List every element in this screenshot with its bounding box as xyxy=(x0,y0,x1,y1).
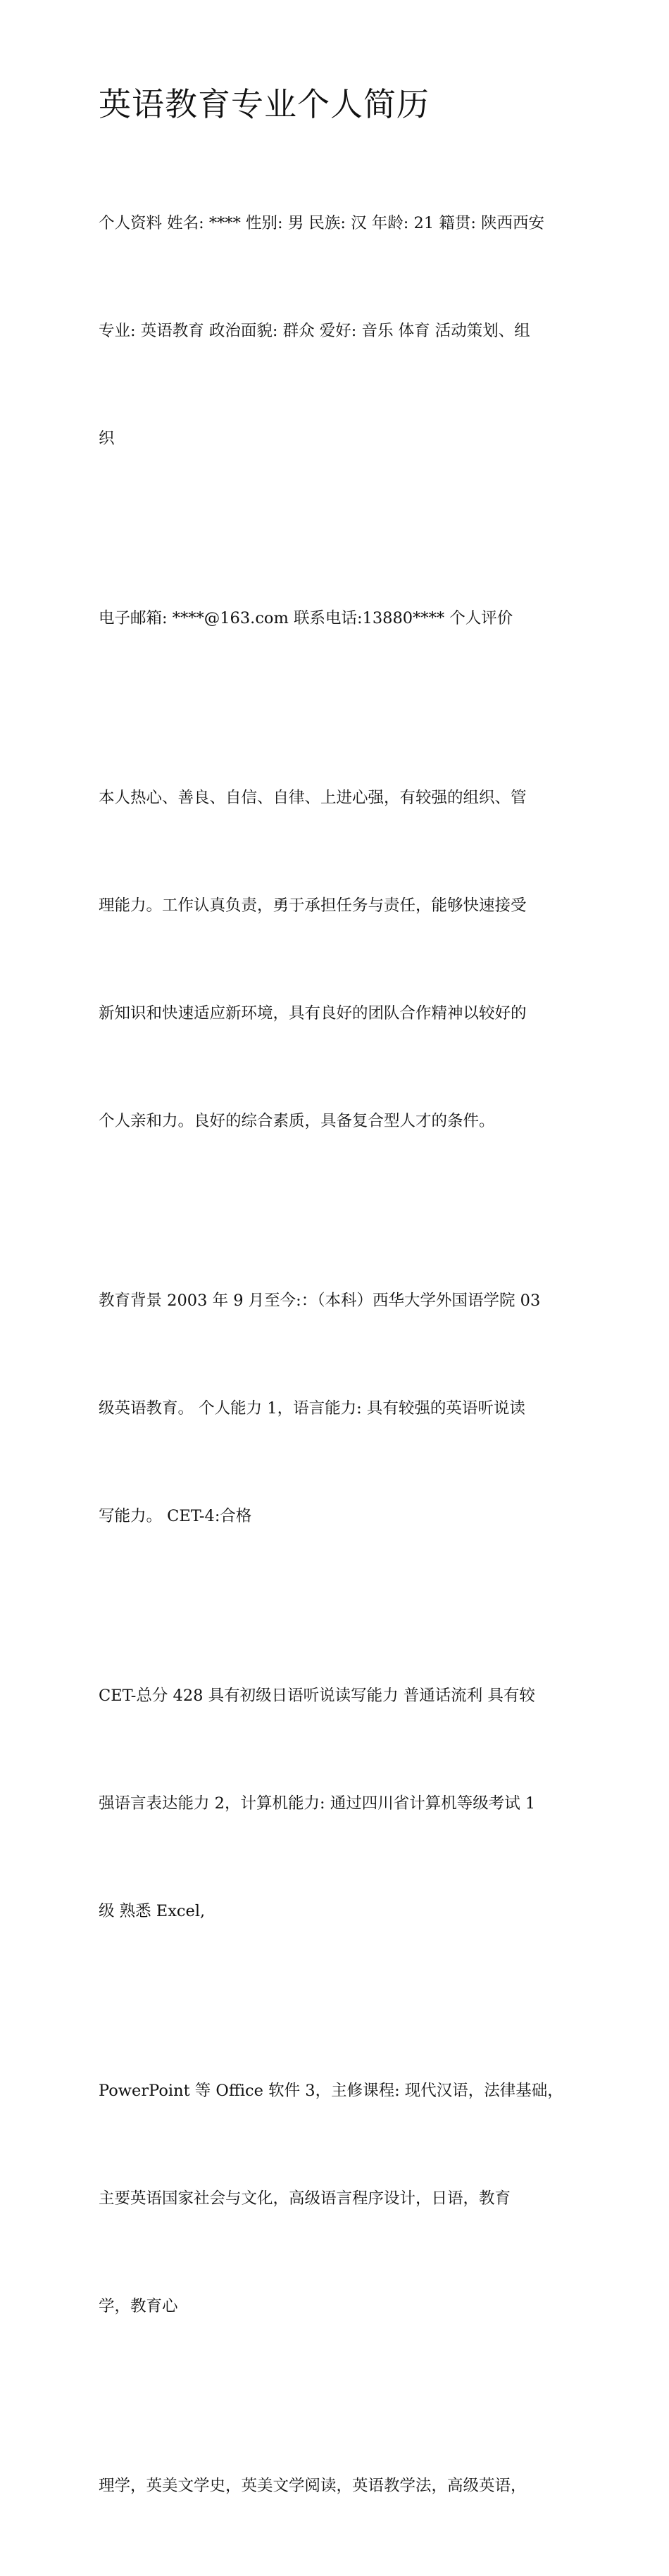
resume-content xyxy=(99,79,577,2576)
text-line: 本人热心、善良、自信、自律、上进心强，有较强的组织、管 xyxy=(99,789,527,807)
paragraph-contact xyxy=(99,529,577,708)
paragraph-self-evaluation xyxy=(99,708,577,1211)
text-line: 个人资料 姓名: **** 性别: 男 民族: 汉 年龄: 21 籍贯: 陕西西安 xyxy=(99,214,545,232)
paragraph-courses xyxy=(99,2001,577,2396)
paragraph-personal-info xyxy=(99,134,577,529)
text-line: 专业: 英语教育 政治面貌: 群众 爱好: 音乐 体育 活动策划、组 xyxy=(99,322,530,340)
paragraph-skills xyxy=(99,1606,577,2001)
text-line: 织 xyxy=(99,430,115,448)
text-line: 学，教育心 xyxy=(99,2297,178,2315)
text-line: 强语言表达能力 2，计算机能力: 通过四川省计算机等级考试 1 xyxy=(99,1794,536,1813)
text-line: 新知识和快速适应新环境，具有良好的团队合作精神以较好的 xyxy=(99,1004,527,1023)
text-line: 理学，英美文学史，英美文学阅读，英语教学法，高级英语， xyxy=(99,2477,527,2495)
text-line: 级 熟悉 Excel, xyxy=(99,1902,206,1920)
text-line: CET-总分 428 具有初级日语听说读写能力 普通话流利 具有较 xyxy=(99,1687,535,1705)
text-line: 教育背景 2003 年 9 月至今:：（本科）西华大学外国语学院 03 xyxy=(99,1292,541,1310)
paragraph-education xyxy=(99,1211,577,1606)
text-line: 写能力。 CET-4:合格 xyxy=(99,1507,252,1525)
paragraph-courses-continued xyxy=(99,2396,577,2576)
text-line: 个人亲和力。良好的综合素质，具备复合型人才的条件。 xyxy=(99,1112,495,1130)
text-line: PowerPoint 等 Office 软件 3，主修课程: 现代汉语，法律基础， xyxy=(99,2082,563,2100)
text-line: 电子邮箱: ****@163.com 联系电话:13880**** 个人评价 xyxy=(99,609,513,627)
page-title: 英语教育专业个人简历 xyxy=(99,85,430,123)
text-line: 理能力。工作认真负责，勇于承担任务与责任，能够快速接受 xyxy=(99,896,527,915)
text-line: 级英语教育。 个人能力 1，语言能力: 具有较强的英语听说读 xyxy=(99,1399,525,1418)
text-line: 主要英语国家社会与文化，高级语言程序设计，日语，教育 xyxy=(99,2189,511,2208)
